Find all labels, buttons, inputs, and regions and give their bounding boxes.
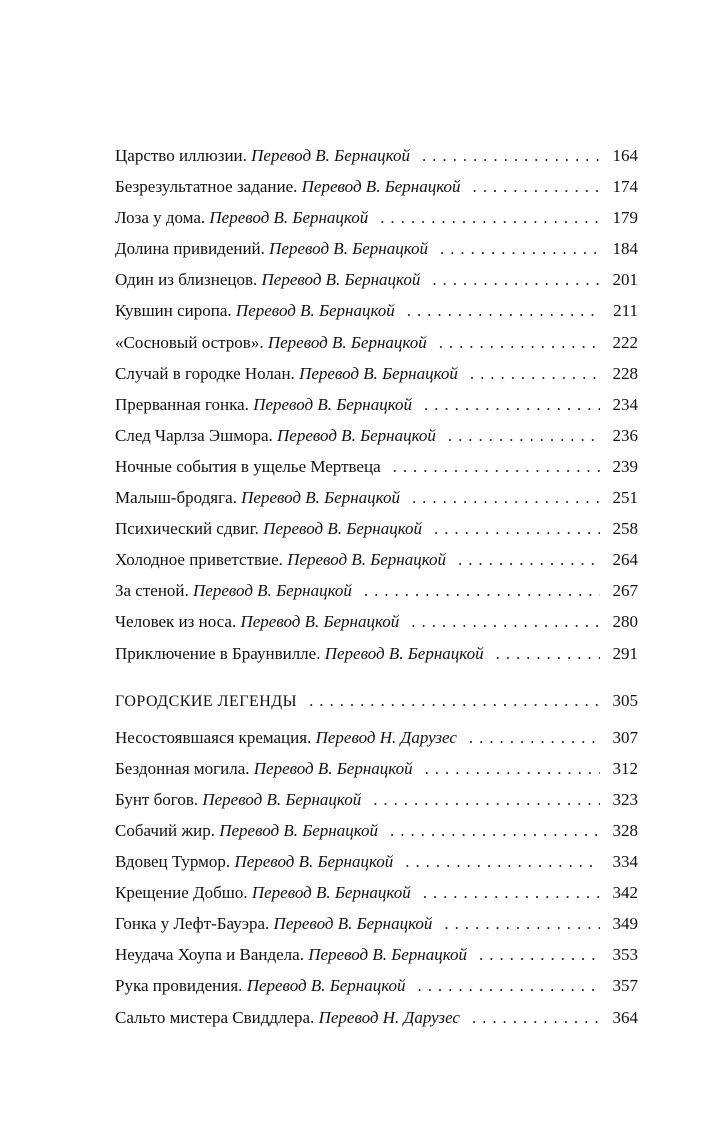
- toc-entry[interactable]: [115, 513, 638, 544]
- translator-credit: Перевод В. Бернацкой: [193, 581, 352, 601]
- entry-title: [115, 264, 420, 295]
- translator-credit: Перевод В. Бернацкой: [301, 177, 461, 197]
- translator-credit: Перевод В. Бернацкой: [253, 394, 413, 414]
- dot-leader: [423, 877, 600, 908]
- page-number: 323: [612, 789, 638, 809]
- dot-leader: [424, 389, 600, 420]
- entry-title: [115, 513, 422, 544]
- entry-title: [115, 1002, 460, 1033]
- toc-entry[interactable]: [115, 1002, 638, 1033]
- story-title: Гонка у Лефт-Бауэра.: [115, 914, 270, 934]
- toc-entry[interactable]: [115, 722, 638, 753]
- translator-credit: Перевод В. Бернацкой: [299, 363, 458, 383]
- translator-credit: Перевод В. Бернацкой: [308, 945, 468, 965]
- entry-title: [115, 784, 361, 815]
- page-number: 236: [612, 425, 638, 445]
- translator-credit: Перевод В. Бернацкой: [246, 976, 406, 996]
- entry-title: [115, 970, 406, 1001]
- dot-leader: [393, 451, 600, 482]
- page-number: 174: [612, 177, 638, 197]
- page-number: 349: [612, 914, 638, 934]
- translator-credit: Перевод В. Бернацкой: [263, 519, 423, 539]
- dot-leader: [470, 358, 600, 389]
- entry-title: [115, 846, 393, 877]
- entry-title: [115, 606, 399, 637]
- dot-leader: [405, 846, 600, 877]
- entry-title: [115, 451, 381, 482]
- translator-credit: Перевод В. Бернацкой: [241, 488, 400, 508]
- page-number: 364: [612, 1007, 638, 1027]
- page-number: 201: [612, 270, 638, 290]
- entry-title: [115, 815, 378, 846]
- story-title: Случай в городке Нолан.: [115, 363, 295, 383]
- page-number: 312: [612, 758, 638, 778]
- story-title: Неудача Хоупа и Вандела.: [115, 945, 304, 965]
- toc-entry[interactable]: [115, 482, 638, 513]
- toc-part-2: [115, 722, 638, 1033]
- dot-leader: [425, 753, 600, 784]
- entry-title: [115, 939, 467, 970]
- toc-entry[interactable]: [115, 358, 638, 389]
- toc-entry[interactable]: [115, 389, 638, 420]
- toc-entry[interactable]: [115, 815, 638, 846]
- toc-entry[interactable]: [115, 638, 638, 669]
- table-of-contents: [115, 140, 638, 1033]
- story-title: Лоза у дома.: [115, 208, 206, 228]
- page-number: 357: [612, 976, 638, 996]
- dot-leader: [439, 327, 600, 358]
- entry-title: [115, 877, 411, 908]
- translator-credit: Перевод В. Бернацкой: [209, 208, 369, 228]
- translator-credit: Перевод В. Бернацкой: [261, 270, 421, 290]
- translator-credit: Перевод Н. Дарузес: [318, 1007, 460, 1027]
- entry-title: [115, 358, 458, 389]
- page-number: 291: [612, 643, 638, 663]
- story-title: Холодное приветствие.: [115, 550, 283, 570]
- entry-title: [115, 420, 436, 451]
- story-title: За стеной.: [115, 581, 189, 601]
- entry-title: [115, 295, 395, 326]
- page-number: 228: [612, 363, 638, 383]
- page-number: 211: [613, 301, 638, 321]
- story-title: Безрезультатное задание.: [115, 177, 298, 197]
- translator-credit: Перевод В. Бернацкой: [234, 852, 394, 872]
- dot-leader: [373, 784, 600, 815]
- translator-credit: Перевод В. Бернацкой: [324, 643, 484, 663]
- story-title: Крещение Добшо.: [115, 883, 248, 903]
- entry-title: [115, 171, 461, 202]
- page-number: 264: [612, 550, 638, 570]
- story-title: Сальто мистера Свиддлера.: [115, 1007, 315, 1027]
- page-number: 251: [612, 488, 638, 508]
- page-number: 342: [612, 883, 638, 903]
- translator-credit: Перевод В. Бернацкой: [253, 758, 413, 778]
- entry-title: [115, 482, 400, 513]
- translator-credit: Перевод В. Бернацкой: [240, 612, 400, 632]
- translator-credit: Перевод Н. Дарузес: [315, 727, 457, 747]
- page-number: 234: [612, 394, 638, 414]
- dot-leader: [458, 544, 600, 575]
- toc-entry[interactable]: [115, 420, 638, 451]
- toc-entry[interactable]: [115, 171, 638, 202]
- page-number: 307: [612, 727, 638, 747]
- story-title: Малыш-бродяга.: [115, 488, 237, 508]
- page-number: 267: [612, 581, 638, 601]
- translator-credit: Перевод В. Бернацкой: [219, 820, 379, 840]
- entry-title: [115, 544, 446, 575]
- toc-entry[interactable]: [115, 970, 638, 1001]
- page-number: 258: [612, 519, 638, 539]
- translator-credit: Перевод В. Бернацкой: [202, 789, 362, 809]
- toc-entry[interactable]: [115, 544, 638, 575]
- page-number: 305: [612, 690, 638, 710]
- dot-leader: [496, 638, 600, 669]
- entry-title: [115, 389, 412, 420]
- dot-leader: [444, 908, 600, 939]
- dot-leader: [364, 575, 600, 606]
- story-title: Рука провидения.: [115, 976, 243, 996]
- translator-credit: Перевод В. Бернацкой: [251, 146, 410, 165]
- dot-leader: [472, 1002, 600, 1033]
- entry-title: [115, 722, 457, 753]
- toc-entry[interactable]: [115, 784, 638, 815]
- story-title: Прерванная гонка.: [115, 394, 249, 414]
- translator-credit: Перевод В. Бернацкой: [251, 883, 411, 903]
- page-number: 239: [612, 456, 638, 476]
- entry-title: [115, 233, 428, 264]
- page-number: 353: [612, 945, 638, 965]
- toc-entry[interactable]: [115, 264, 638, 295]
- section-spacer: [115, 669, 638, 685]
- story-title: Человек из носа.: [115, 612, 237, 632]
- dot-leader: [418, 970, 600, 1001]
- dot-leader: [440, 233, 600, 264]
- entry-title: [115, 202, 368, 233]
- toc-entry[interactable]: [115, 202, 638, 233]
- toc-entry[interactable]: [115, 140, 638, 171]
- section-heading: ГОРОДСКИЕ ЛЕГЕНДЫ: [115, 692, 298, 710]
- toc-entry[interactable]: [115, 606, 638, 637]
- dot-leader: [309, 685, 600, 716]
- story-title: Царство иллюзии.: [115, 146, 247, 165]
- translator-credit: Перевод В. Бернацкой: [235, 301, 395, 321]
- translator-credit: Перевод В. Бернацкой: [267, 332, 427, 352]
- dot-leader: [473, 171, 601, 202]
- story-title: Долина привидений.: [115, 239, 265, 259]
- translator-credit: Перевод В. Бернацкой: [269, 239, 428, 259]
- page-number: 280: [612, 612, 638, 632]
- story-title: Бездонная могила.: [115, 758, 250, 778]
- entry-title: [115, 638, 484, 669]
- entry-title: [115, 908, 432, 939]
- story-title: Приключение в Браунвилле.: [115, 643, 321, 663]
- toc-entry[interactable]: [115, 575, 638, 606]
- page-number: 334: [612, 852, 638, 872]
- dot-leader: [412, 482, 600, 513]
- dot-leader: [380, 202, 600, 233]
- story-title: Психический сдвиг.: [115, 519, 259, 539]
- toc-entry[interactable]: [115, 939, 638, 970]
- dot-leader: [390, 815, 600, 846]
- story-title: Бунт богов.: [115, 789, 199, 809]
- toc-entry[interactable]: [115, 233, 638, 264]
- story-title: Вдовец Турмор.: [115, 852, 231, 872]
- page-number: 164: [612, 146, 638, 165]
- entry-title: [115, 753, 413, 784]
- story-title: Кувшин сиропа.: [115, 301, 232, 321]
- entry-title: [115, 327, 427, 358]
- story-title: Собачий жир.: [115, 820, 215, 840]
- dot-leader: [432, 264, 600, 295]
- page-number: 222: [612, 332, 638, 352]
- dot-leader: [411, 606, 600, 637]
- dot-leader: [469, 722, 600, 753]
- entry-title: [115, 575, 352, 606]
- translator-credit: Перевод В. Бернацкой: [287, 550, 447, 570]
- page-number: 328: [612, 820, 638, 840]
- toc-section-heading-row[interactable]: [115, 685, 638, 716]
- page-number: 184: [612, 239, 638, 259]
- toc-entry[interactable]: [115, 753, 638, 784]
- story-title: След Чарлза Эшмора.: [115, 425, 273, 445]
- toc-entry[interactable]: [115, 451, 638, 482]
- story-title: «Сосновый остров».: [115, 332, 264, 352]
- dot-leader: [448, 420, 600, 451]
- page-number: 179: [612, 208, 638, 228]
- story-title: Один из близнецов.: [115, 270, 258, 290]
- story-title: Ночные события в ущелье Мертвеца: [115, 456, 381, 476]
- toc-entry[interactable]: [115, 908, 638, 939]
- toc-part-1: [115, 140, 638, 669]
- toc-entry[interactable]: [115, 327, 638, 358]
- dot-leader: [407, 295, 600, 326]
- dot-leader: [479, 939, 600, 970]
- story-title: Несостоявшаяся кремация.: [115, 727, 312, 747]
- dot-leader: [422, 140, 600, 171]
- dot-leader: [434, 513, 600, 544]
- toc-entry[interactable]: [115, 877, 638, 908]
- toc-entry[interactable]: [115, 846, 638, 877]
- entry-title: [115, 140, 410, 171]
- translator-credit: Перевод В. Бернацкой: [277, 425, 436, 445]
- toc-entry[interactable]: [115, 295, 638, 326]
- translator-credit: Перевод В. Бернацкой: [273, 914, 433, 934]
